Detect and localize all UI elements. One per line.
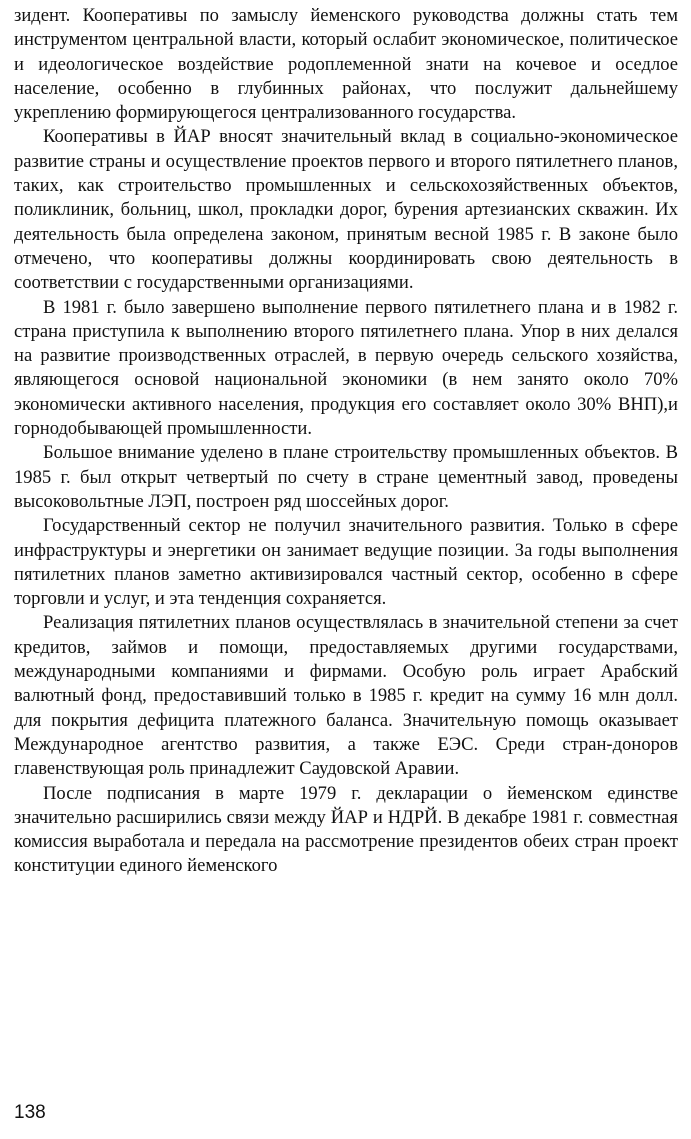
paragraph-3: В 1981 г. было завершено выполнение первого пятилетнего плана и в 1982 г. страна приступила к выполнению второго пятилетнего плана. Упор в них делался на развитие производственных отраслей, в первую очередь сельского хозяйства, являющегося основой национальной экономики (в нем занято около 70% экономически активного населения, продукция его составляет около 30% ВНП),и горнодобывающей промышленности. <box>14 296 678 440</box>
paragraph-2: Кооперативы в ЙАР вносят значительный вклад в социально-экономическое развитие страны и осуществление проектов первого и второго пятилетнего планов, таких, как строительство промышленных и сельскохозяйственных объектов, поликлиник, больниц, школ, прокладки дорог, бурения артезианских скважин. Их деятельность была определена законом, принятым весной 1985 г. В законе было отмечено, что кооперативы должны координировать свою деятельность в соответствии с государственными организациями. <box>14 126 678 294</box>
paragraph-5: Государственный сектор не получил значительного развития. Только в сфере инфраструктуры и энергетики он занимает ведущие позиции. За годы выполнения пятилетних планов заметно активизировался частный сектор, особенно в сфере торговли и услуг, и эта тенденция сохраняется. <box>14 515 678 610</box>
paragraph-1: зидент. Кооперативы по замыслу йеменского руководства должны стать тем инструментом центральной власти, который ослабит экономическое, политическое и идеологическое воздействие родоплеменной знати на кочевое и оседлое население, особенно в глубинных районах, что послужит дальнейшему укреплению формирующегося централизованного государства. <box>14 5 678 124</box>
paragraph-7: После подписания в марте 1979 г. декларации о йеменском единстве значительно расширились связи между ЙАР и НДРЙ. В декабре 1981 г. совместная комиссия выработала и передала на рассмотрение президентов обеих стран проект конституции единого йеменского <box>14 782 678 877</box>
page-number: 138 <box>14 1102 46 1123</box>
paragraph-6: Реализация пятилетних планов осуществлялась в значительной степени за счет кредитов, займов и помощи, предоставляемых другими государствами, международными компаниями и фирмами. Особую роль играет Арабский валютный фонд, предоставивший только в 1985 г. кредит на сумму 16 млн долл. для покрытия дефицита платежного баланса. Значительную помощь оказывает Международное агентство развития, а также ЕЭС. Среди стран-доноров главенствующая роль принадлежит Саудовской Аравии. <box>14 612 678 780</box>
page-body <box>14 4 678 879</box>
paragraph-4: Большое внимание уделено в плане строительству промышленных объектов. В 1985 г. был открыт четвертый по счету в стране цементный завод, проведены высоковольтные ЛЭП, построен ряд шоссейных дорог. <box>14 442 678 512</box>
